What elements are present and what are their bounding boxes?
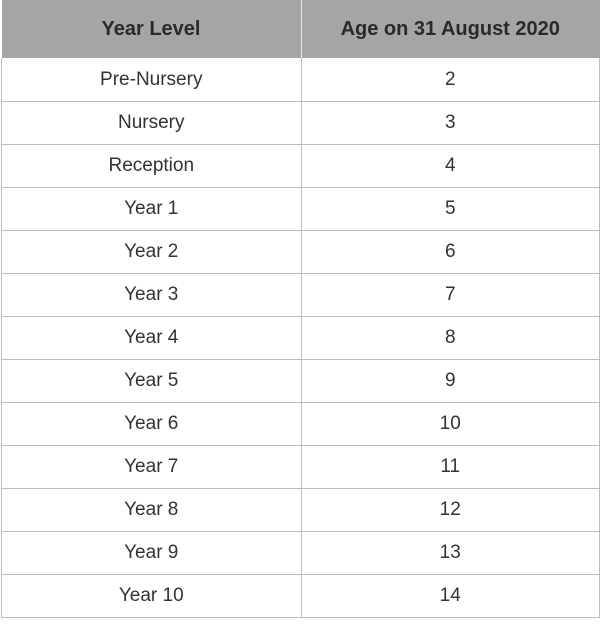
table-row — [2, 317, 600, 360]
year-level-cell: Pre-Nursery — [2, 58, 302, 102]
year-level-cell: Year 7 — [2, 446, 302, 489]
table-row — [2, 360, 600, 403]
table-row — [2, 403, 600, 446]
year-level-cell: Year 5 — [2, 360, 302, 403]
column-header-age: Age on 31 August 2020 — [301, 0, 600, 58]
table-body — [2, 58, 600, 618]
age-cell: 8 — [301, 317, 600, 360]
column-header-year-level: Year Level — [2, 0, 302, 58]
age-cell: 5 — [301, 188, 600, 231]
year-level-age-table — [1, 0, 600, 618]
year-level-cell: Year 6 — [2, 403, 302, 446]
table-row — [2, 102, 600, 145]
year-level-cell: Year 4 — [2, 317, 302, 360]
year-level-cell: Year 8 — [2, 489, 302, 532]
table-row — [2, 575, 600, 618]
table-row — [2, 489, 600, 532]
header-row — [2, 0, 600, 58]
table-row — [2, 446, 600, 489]
age-cell: 4 — [301, 145, 600, 188]
table-row — [2, 231, 600, 274]
age-cell: 11 — [301, 446, 600, 489]
table-row — [2, 58, 600, 102]
age-cell: 6 — [301, 231, 600, 274]
table-row — [2, 532, 600, 575]
age-cell: 2 — [301, 58, 600, 102]
year-level-cell: Year 9 — [2, 532, 302, 575]
year-level-cell: Year 10 — [2, 575, 302, 618]
age-cell: 3 — [301, 102, 600, 145]
year-level-cell: Year 3 — [2, 274, 302, 317]
year-level-cell: Nursery — [2, 102, 302, 145]
table-header — [2, 0, 600, 58]
table-row — [2, 145, 600, 188]
table-row — [2, 274, 600, 317]
age-cell: 13 — [301, 532, 600, 575]
year-level-cell: Year 1 — [2, 188, 302, 231]
year-level-cell: Year 2 — [2, 231, 302, 274]
age-cell: 10 — [301, 403, 600, 446]
age-cell: 7 — [301, 274, 600, 317]
age-cell: 12 — [301, 489, 600, 532]
age-cell: 9 — [301, 360, 600, 403]
age-cell: 14 — [301, 575, 600, 618]
year-level-cell: Reception — [2, 145, 302, 188]
table-row — [2, 188, 600, 231]
